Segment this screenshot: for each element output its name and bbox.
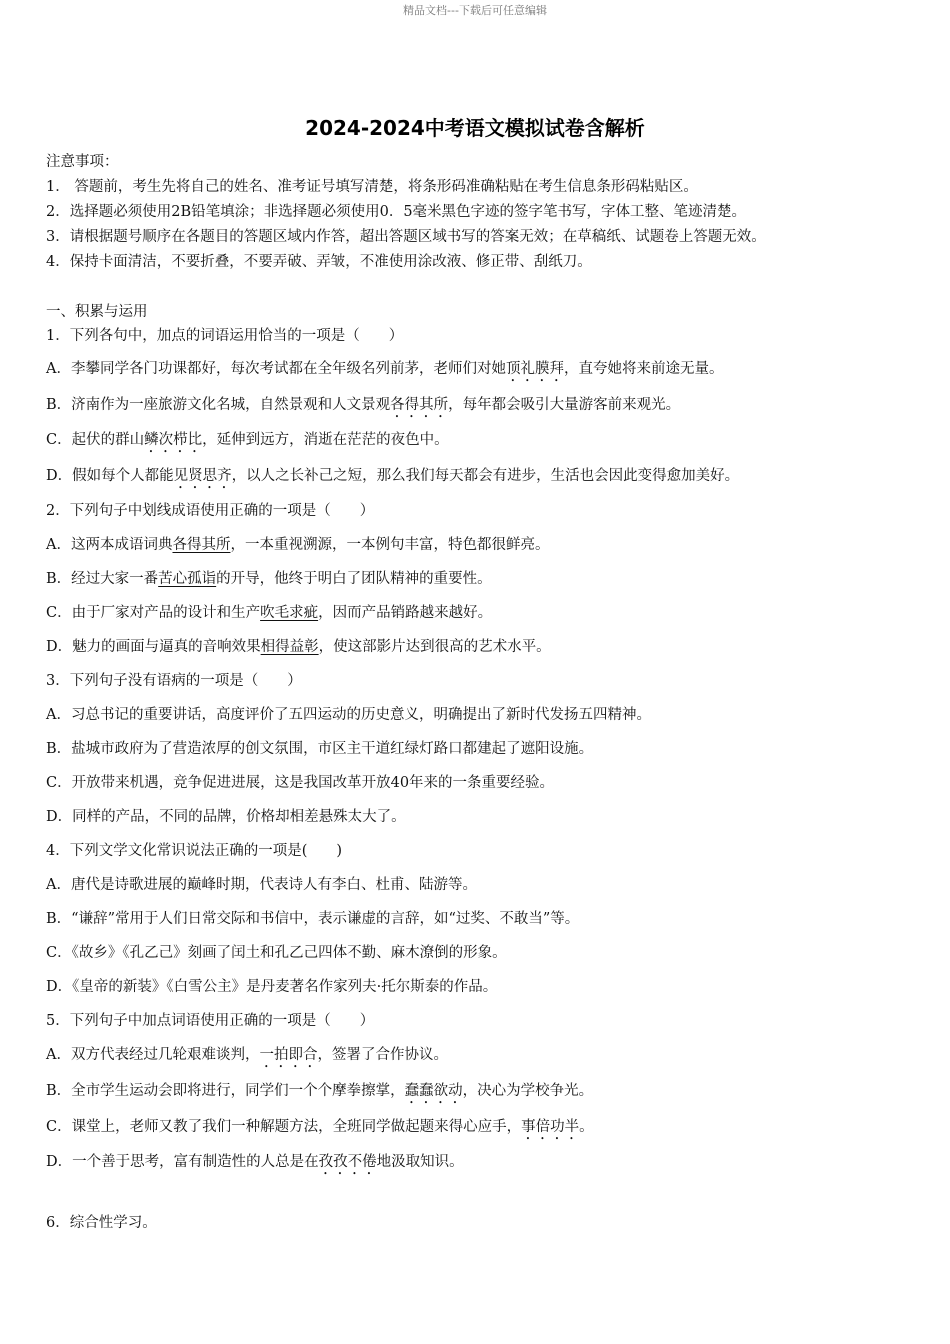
notice-heading: 注意事项： xyxy=(46,154,119,170)
option-d: D．《皇帝的新装》《白雪公主》是丹麦著名作家列夫·托尔斯泰的作品。 xyxy=(46,979,498,995)
option-text: A．这两本成语词典 xyxy=(46,537,173,553)
notice-item: 3．请根据题号顺序在各题目的答题区域内作答，超出答题区域书写的答案无效；在草稿纸、试题卷上答题无效。 xyxy=(46,229,766,245)
option-a xyxy=(46,359,723,385)
underlined-idiom: 苦心孤诣 xyxy=(158,571,217,587)
option-text: ，一本重视溯源，一本例句丰富，特色都很鲜亮。 xyxy=(230,537,550,553)
option-text: ，直夸她将来前途无量。 xyxy=(563,361,724,377)
option-b xyxy=(46,395,680,421)
dotted-term: 鳞次栉比 xyxy=(144,432,203,448)
option-c: C．《故乡》《孔乙己》刻画了闰土和孔乙己四体不勤、麻木潦倒的形象。 xyxy=(46,945,507,961)
section-heading: 一、积累与运用 xyxy=(46,304,148,320)
option-d xyxy=(46,1152,464,1178)
question-stem: 3．下列句子没有语病的一项是（ ） xyxy=(46,673,302,689)
option-text: ，延伸到远方，消逝在茫茫的夜色中。 xyxy=(202,432,449,448)
dotted-term: 一拍即合 xyxy=(259,1047,318,1063)
option-text: D．魅力的画面与逼真的音响效果 xyxy=(46,639,261,655)
option-text: 。 xyxy=(579,1119,594,1135)
question-stem: 4．下列文学文化常识说法正确的一项是( ) xyxy=(46,843,343,859)
option-c xyxy=(46,603,492,623)
option-a xyxy=(46,535,549,555)
option-text: D．假如每个人都能 xyxy=(46,468,174,484)
option-text: ，因而产品销路越来越好。 xyxy=(318,605,493,621)
option-a: A．习总书记的重要讲话，高度评价了五四运动的历史意义，明确提出了新时代发扬五四精神。 xyxy=(46,707,651,723)
option-text: D．一个善于思考，富有制造性的人总是在 xyxy=(46,1154,319,1170)
option-c xyxy=(46,430,449,456)
option-text: ，签署了合作协议。 xyxy=(317,1047,448,1063)
option-c xyxy=(46,1117,594,1143)
option-a xyxy=(46,1045,448,1071)
option-text: B．济南作为一座旅游文化名城，自然景观和人文景观 xyxy=(46,397,391,413)
option-text: A．双方代表经过几轮艰难谈判， xyxy=(46,1047,260,1063)
question-stem: 2．下列句子中划线成语使用正确的一项是（ ） xyxy=(46,503,375,519)
option-text: ，使这部影片达到很高的艺术水平。 xyxy=(318,639,551,655)
option-text: B．全市学生运动会即将进行，同学们一个个摩拳擦掌， xyxy=(46,1083,405,1099)
option-b: B．盐城市政府为了营造浓厚的创文氛围，市区主干道红绿灯路口都建起了遮阳设施。 xyxy=(46,741,594,757)
question-stem: 1．下列各句中，加点的词语运用恰当的一项是（ ） xyxy=(46,328,404,344)
notice-item: 4．保持卡面清洁，不要折叠，不要弄破、弄皱，不准使用涂改液、修正带、刮纸刀。 xyxy=(46,254,592,270)
dotted-term: 见贤思齐 xyxy=(173,468,232,484)
option-d: D．同样的产品，不同的品牌，价格却相差悬殊太大了。 xyxy=(46,809,406,825)
option-text: ，每年都会吸引大量游客前来观光。 xyxy=(448,397,681,413)
dotted-term: 孜孜不倦 xyxy=(318,1154,377,1170)
option-b xyxy=(46,1081,593,1107)
dotted-term: 事倍功半 xyxy=(521,1119,580,1135)
page-title: 2024-2024中考语文模拟试卷含解析 xyxy=(305,116,645,140)
option-text: 地汲取知识。 xyxy=(376,1154,464,1170)
option-b xyxy=(46,569,492,589)
underlined-idiom: 相得益彰 xyxy=(260,639,319,655)
question-stem: 5．下列句子中加点词语使用正确的一项是（ ） xyxy=(46,1013,375,1029)
option-text: ，以人之长补己之短，那么我们每天都会有进步，生活也会因此变得愈加美好。 xyxy=(231,468,740,484)
dotted-term: 蠢蠢欲动 xyxy=(404,1083,463,1099)
option-b: B．“谦辞”常用于人们日常交际和书信中，表示谦虚的言辞，如“过奖、不敢当”等。 xyxy=(46,911,580,927)
option-c: C．开放带来机遇，竞争促进进展，这是我国改革开放40年来的一条重要经验。 xyxy=(46,775,555,791)
option-text: ，决心为学校争光。 xyxy=(462,1083,594,1099)
option-text: B．经过大家一番 xyxy=(46,571,159,587)
option-text: C．课堂上，老师又教了我们一种解题方法，全班同学做起题来得心应手， xyxy=(46,1119,522,1135)
underlined-idiom: 各得其所 xyxy=(172,537,231,553)
underlined-idiom: 吹毛求疵 xyxy=(260,605,319,621)
option-text: C．起伏的群山 xyxy=(46,432,145,448)
option-a: A．唐代是诗歌进展的巅峰时期，代表诗人有李白、杜甫、陆游等。 xyxy=(46,877,477,893)
notice-item: 2．选择题必须使用2B铅笔填涂；非选择题必须使用0．5毫米黑色字迹的签字笔书写，字体工整、笔迹清楚。 xyxy=(46,204,747,220)
question-stem: 6．综合性学习。 xyxy=(46,1215,157,1231)
notice-item: 1． 答题前，考生先将自己的姓名、准考证号填写清楚，将条形码准确粘贴在考生信息条形码粘贴区。 xyxy=(46,179,698,195)
option-text: 的开导，他终于明白了团队精神的重要性。 xyxy=(216,571,492,587)
option-d xyxy=(46,637,551,657)
option-d xyxy=(46,466,739,492)
header-watermark: 精品文档---下载后可任意编辑 xyxy=(403,4,547,17)
dotted-term: 顶礼膜拜 xyxy=(505,361,564,377)
option-text: A．李攀同学各门功课都好，每次考试都在全年级名列前茅，老师们对她 xyxy=(46,361,506,377)
dotted-term: 各得其所 xyxy=(390,397,449,413)
option-text: C．由于厂家对产品的设计和生产 xyxy=(46,605,261,621)
